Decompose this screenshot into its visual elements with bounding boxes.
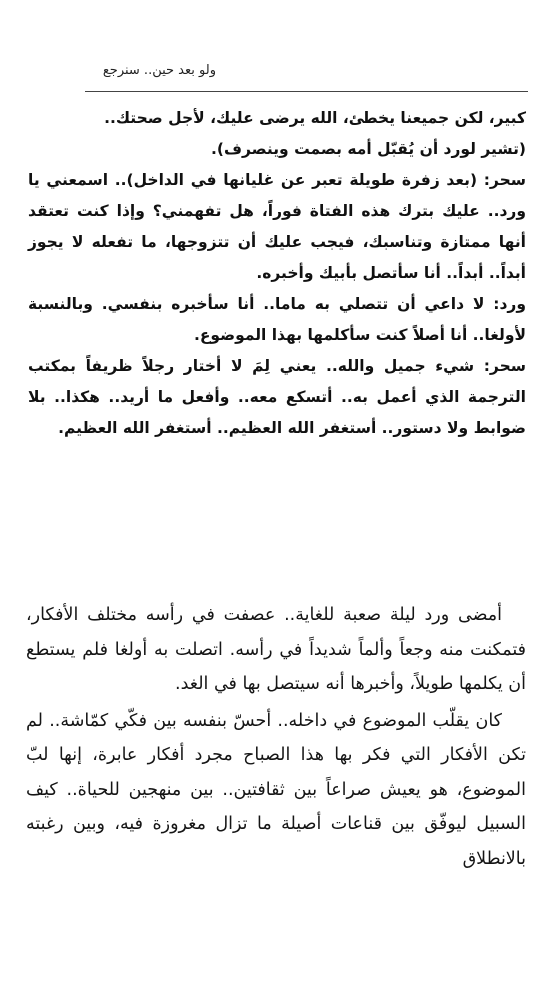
dialogue-line: كبير، لكن جميعنا يخطئ، الله يرضى عليك، لأجل صحتك.. bbox=[104, 109, 526, 127]
running-header: ولو بعد حين.. سنرجع bbox=[102, 63, 216, 78]
header-rule bbox=[85, 91, 528, 92]
narrative-paragraph: أمضى ورد ليلة صعبة للغاية.. عصفت في رأسه مختلف الأفكار، فتمكنت منه وجعاً وألماً شديداً في رأسه. اتصلت به أولغا فلم يستطع أن يكلمها طويلاً، وأخبرها أنه سيتصل بها في الغد. bbox=[26, 605, 526, 694]
dialogue-line-ward: ورد: لا داعي أن تتصلي به ماما.. أنا سأخبره بنفسي. وبالنسبة لأولغا.. أنا أصلاً كنت سأكلمها بهذا الموضوع. bbox=[28, 295, 526, 344]
narrative-block bbox=[26, 598, 526, 876]
dialogue-block bbox=[28, 103, 526, 444]
dialogue-line-sahar: سحر: (بعد زفرة طويلة تعبر عن غليانها في الداخل).. اسمعني يا ورد.. عليك بترك هذه الفتاة فوراً، هل تفهمني؟ وإذا كنت تعتقد أنها ممتازة وتناسبك، فيجب عليك أن تتزوجها، ما تفعله لا يجوز أبداً.. أبداً.. أنا سأتصل بأبيك وأخبره. bbox=[28, 171, 526, 282]
stage-direction: (تشير لورد أن يُقبّل أمه بصمت وينصرف). bbox=[211, 140, 526, 158]
dialogue-line-sahar: سحر: شيء جميل والله.. يعني لِمَ لا أختار رجلاً ظريفاً بمكتب الترجمة الذي أعمل به.. أتسكع معه.. وأفعل ما أريد.. هكذا.. بلا ضوابط ولا دستور.. أستغفر الله العظيم.. أستغفر الله العظيم. bbox=[28, 357, 526, 437]
narrative-paragraph: كان يقلّب الموضوع في داخله.. أحسّ بنفسه بين فكّي كمّاشة.. لم تكن الأفكار التي فكر بها هذا الصباح مجرد أفكار عابرة، إنها لبّ الموضوع، هو يعيش صراعاً بين ثقافتين.. بين منهجين للحياة.. كيف السبيل ليوفّق بين قناعات أصيلة ما تزال مغروزة فيه، وبين رغبته بالانطلاق bbox=[26, 710, 526, 869]
